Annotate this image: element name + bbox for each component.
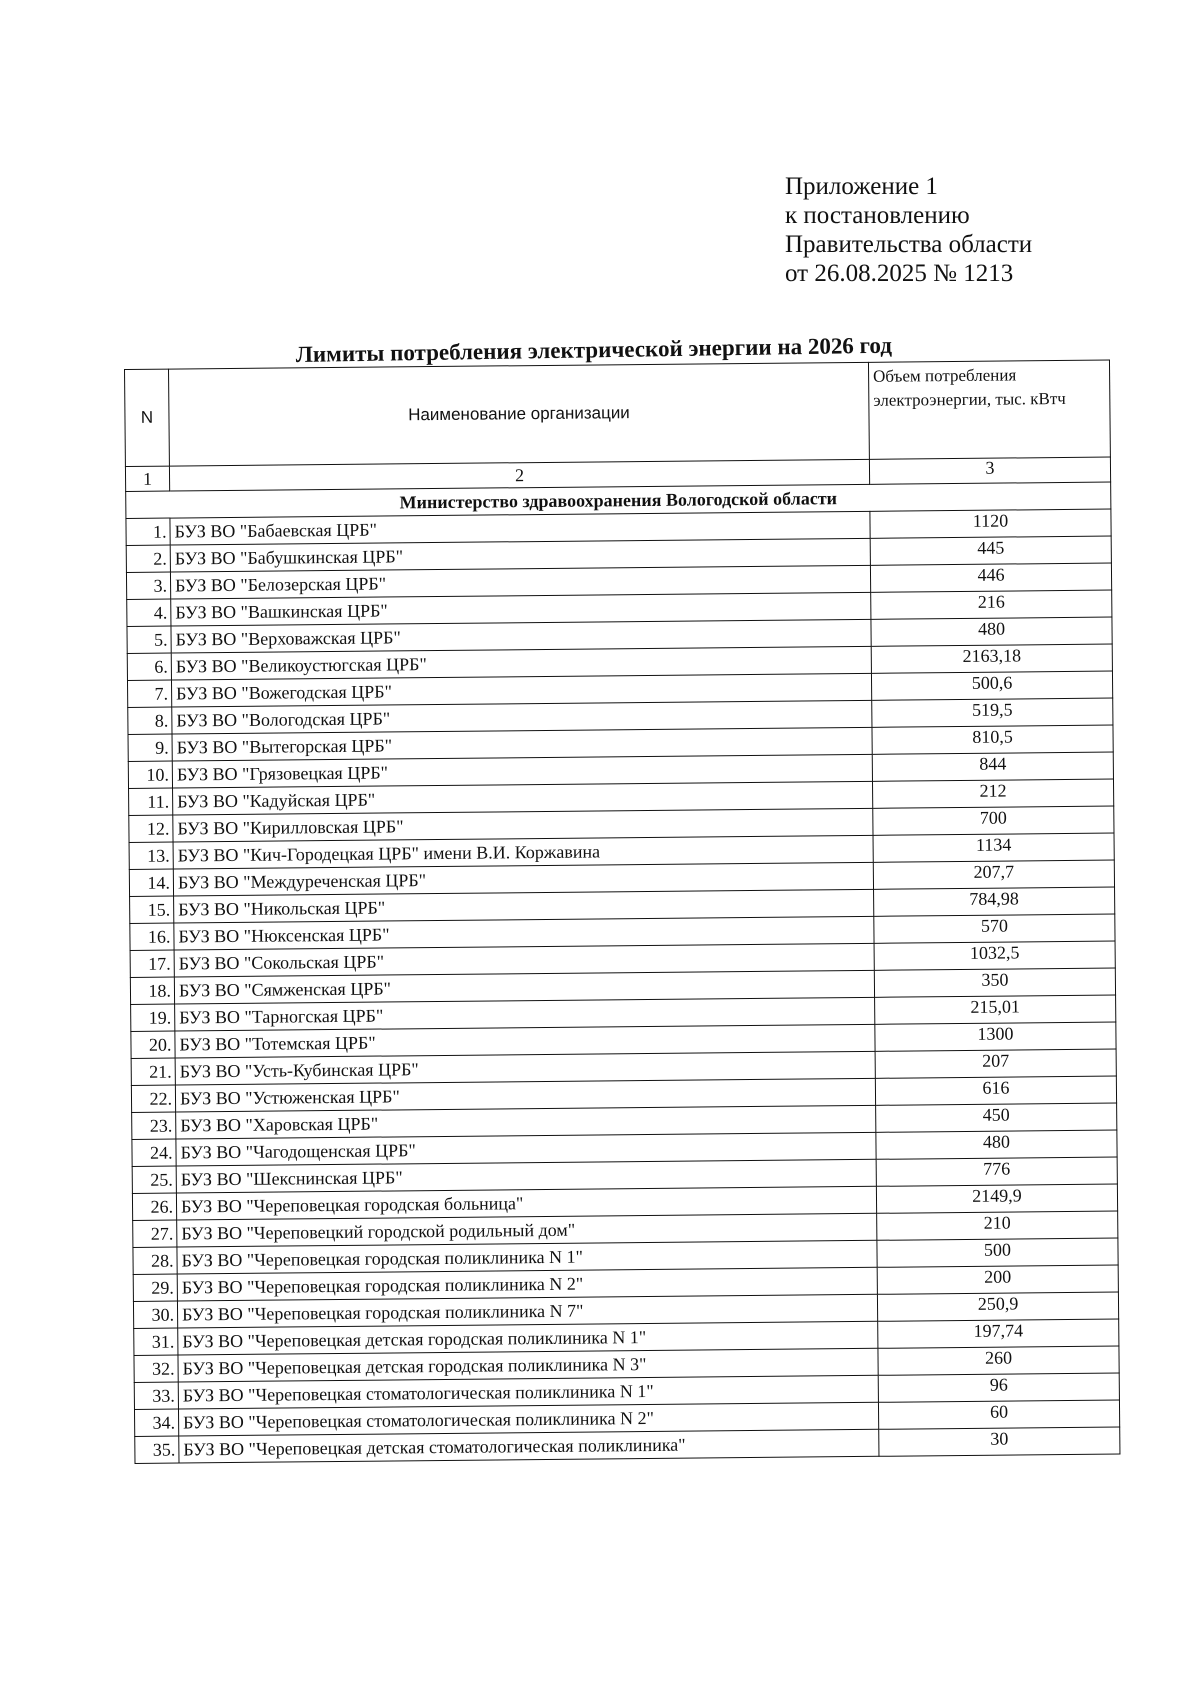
organization-name: БУЗ ВО "Бабаевская ЦРБ" — [170, 511, 870, 545]
appendix-line-3: Правительства области — [785, 231, 1033, 258]
consumption-value: 450 — [876, 1103, 1117, 1132]
organization-name: БУЗ ВО "Вожегодская ЦРБ" — [171, 673, 871, 707]
row-number: 14. — [129, 869, 173, 896]
organization-name: БУЗ ВО "Шекснинская ЦРБ" — [176, 1159, 876, 1193]
consumption-value: 519,5 — [872, 698, 1113, 727]
consumption-value: 500 — [877, 1238, 1118, 1267]
organization-name: БУЗ ВО "Череповецкая городская поликлиника N 7" — [177, 1294, 877, 1328]
row-number: 32. — [134, 1355, 178, 1382]
consumption-value: 212 — [872, 779, 1113, 808]
document-title: Лимиты потребления электрической энергии на 2026 год — [295, 332, 893, 368]
organization-name: БУЗ ВО "Череповецкая городская больница" — [176, 1186, 876, 1220]
header-n: N — [125, 369, 170, 466]
organization-name: БУЗ ВО "Тотемская ЦРБ" — [175, 1024, 875, 1058]
consumption-value: 207,7 — [873, 860, 1114, 889]
organization-name: БУЗ ВО "Харовская ЦРБ" — [176, 1105, 876, 1139]
row-number: 29. — [133, 1274, 177, 1301]
appendix-block — [785, 172, 1032, 288]
row-number: 25. — [132, 1166, 176, 1193]
row-number: 10. — [128, 761, 172, 788]
consumption-value: 1032,5 — [874, 941, 1115, 970]
organization-name: БУЗ ВО "Сямженская ЦРБ" — [174, 970, 874, 1004]
organization-name: БУЗ ВО "Череповецкая детская стоматологическая поликлиника" — [179, 1429, 879, 1463]
consumption-value: 197,74 — [878, 1319, 1119, 1348]
organization-name: БУЗ ВО "Белозерская ЦРБ" — [170, 565, 870, 599]
row-number: 30. — [133, 1301, 177, 1328]
organization-name: БУЗ ВО "Вологодская ЦРБ" — [172, 700, 872, 734]
consumption-value: 844 — [872, 752, 1113, 781]
consumption-value: 210 — [877, 1211, 1118, 1240]
consumption-value: 200 — [877, 1265, 1118, 1294]
organization-name: БУЗ ВО "Никольская ЦРБ" — [174, 889, 874, 923]
consumption-value: 216 — [871, 590, 1112, 619]
consumption-value: 446 — [870, 563, 1111, 592]
row-number: 3. — [126, 572, 170, 599]
row-number: 19. — [131, 1004, 175, 1031]
row-number: 1. — [126, 518, 170, 545]
column-number-3: 3 — [869, 457, 1110, 484]
column-number-1: 1 — [125, 466, 169, 491]
organization-name: БУЗ ВО "Череповецкая городская поликлиника N 1" — [177, 1240, 877, 1274]
row-number: 26. — [132, 1193, 176, 1220]
row-number: 4. — [127, 599, 171, 626]
consumption-value: 350 — [874, 968, 1115, 997]
organization-name: БУЗ ВО "Нюксенская ЦРБ" — [174, 916, 874, 950]
consumption-value: 2149,9 — [876, 1184, 1117, 1213]
row-number: 5. — [127, 626, 171, 653]
consumption-value: 570 — [874, 914, 1115, 943]
appendix-line-2: к постановлению — [785, 202, 970, 229]
row-number: 21. — [131, 1058, 175, 1085]
row-number: 9. — [128, 734, 172, 761]
header-name: Наименование организации — [169, 362, 870, 466]
organization-name: БУЗ ВО "Череповецкая стоматологическая поликлиника N 1" — [178, 1375, 878, 1409]
row-number: 22. — [131, 1085, 175, 1112]
consumption-value: 96 — [878, 1373, 1119, 1402]
column-number-2: 2 — [169, 459, 869, 491]
appendix-line-4: от 26.08.2025 № 1213 — [785, 260, 1014, 287]
row-number: 8. — [128, 707, 172, 734]
consumption-value: 215,01 — [875, 995, 1116, 1024]
organization-name: БУЗ ВО "Череповецкая стоматологическая поликлиника N 2" — [178, 1402, 878, 1436]
organization-name: БУЗ ВО "Бабушкинская ЦРБ" — [170, 538, 870, 572]
organization-name: БУЗ ВО "Устюженская ЦРБ" — [175, 1078, 875, 1112]
table-header-row — [125, 360, 1111, 466]
consumption-value: 260 — [878, 1346, 1119, 1375]
organization-name: БУЗ ВО "Кирилловская ЦРБ" — [173, 808, 873, 842]
row-number: 2. — [126, 545, 170, 572]
row-number: 13. — [129, 842, 173, 869]
consumption-value: 480 — [876, 1130, 1117, 1159]
consumption-value: 500,6 — [871, 671, 1112, 700]
consumption-value: 616 — [875, 1076, 1116, 1105]
header-volume: Объем потребления электроэнергии, тыс. кВтч — [868, 360, 1110, 459]
organization-name: БУЗ ВО "Грязовецкая ЦРБ" — [172, 754, 872, 788]
limits-table — [124, 360, 1120, 1464]
consumption-value: 1120 — [870, 509, 1111, 538]
row-number: 35. — [135, 1436, 179, 1463]
row-number: 24. — [132, 1139, 176, 1166]
consumption-value: 480 — [871, 617, 1112, 646]
row-number: 17. — [130, 950, 174, 977]
row-number: 11. — [129, 788, 173, 815]
consumption-value: 445 — [870, 536, 1111, 565]
organization-name: БУЗ ВО "Усть-Кубинская ЦРБ" — [175, 1051, 875, 1085]
organization-name: БУЗ ВО "Великоустюгская ЦРБ" — [171, 646, 871, 680]
row-number: 23. — [132, 1112, 176, 1139]
organization-name: БУЗ ВО "Череповецкая детская городская поликлиника N 1" — [178, 1321, 878, 1355]
organization-name: БУЗ ВО "Кич-Городецкая ЦРБ" имени В.И. Коржавина — [173, 835, 873, 869]
row-number: 7. — [127, 680, 171, 707]
organization-name: БУЗ ВО "Вашкинская ЦРБ" — [171, 592, 871, 626]
appendix-line-1: Приложение 1 — [785, 173, 938, 200]
limits-table-wrapper — [124, 360, 1119, 1464]
row-number: 34. — [134, 1409, 178, 1436]
organization-name: БУЗ ВО "Чагодощенская ЦРБ" — [176, 1132, 876, 1166]
row-number: 31. — [134, 1328, 178, 1355]
consumption-value: 2163,18 — [871, 644, 1112, 673]
organization-name: БУЗ ВО "Верховажская ЦРБ" — [171, 619, 871, 653]
organization-name: БУЗ ВО "Череповецкий городской родильный дом" — [177, 1213, 877, 1247]
row-number: 20. — [131, 1031, 175, 1058]
consumption-value: 207 — [875, 1049, 1116, 1078]
section-title: Министерство здравоохранения Вологодской области — [126, 482, 1111, 518]
organization-name: БУЗ ВО "Кадуйская ЦРБ" — [173, 781, 873, 815]
organization-name: БУЗ ВО "Междуреченская ЦРБ" — [173, 862, 873, 896]
row-number: 18. — [130, 977, 174, 1004]
consumption-value: 776 — [876, 1157, 1117, 1186]
row-number: 16. — [130, 923, 174, 950]
consumption-value: 250,9 — [877, 1292, 1118, 1321]
row-number: 6. — [127, 653, 171, 680]
consumption-value: 30 — [879, 1427, 1120, 1456]
consumption-value: 1300 — [875, 1022, 1116, 1051]
organization-name: БУЗ ВО "Тарногская ЦРБ" — [175, 997, 875, 1031]
consumption-value: 810,5 — [872, 725, 1113, 754]
organization-name: БУЗ ВО "Вытегорская ЦРБ" — [172, 727, 872, 761]
organization-name: БУЗ ВО "Череповецкая детская городская поликлиника N 3" — [178, 1348, 878, 1382]
row-number: 12. — [129, 815, 173, 842]
row-number: 15. — [130, 896, 174, 923]
organization-name: БУЗ ВО "Сокольская ЦРБ" — [174, 943, 874, 977]
row-number: 27. — [133, 1220, 177, 1247]
row-number: 33. — [134, 1382, 178, 1409]
consumption-value: 784,98 — [874, 887, 1115, 916]
consumption-value: 1134 — [873, 833, 1114, 862]
consumption-value: 700 — [873, 806, 1114, 835]
organization-name: БУЗ ВО "Череповецкая городская поликлиника N 2" — [177, 1267, 877, 1301]
consumption-value: 60 — [878, 1400, 1119, 1429]
row-number: 28. — [133, 1247, 177, 1274]
